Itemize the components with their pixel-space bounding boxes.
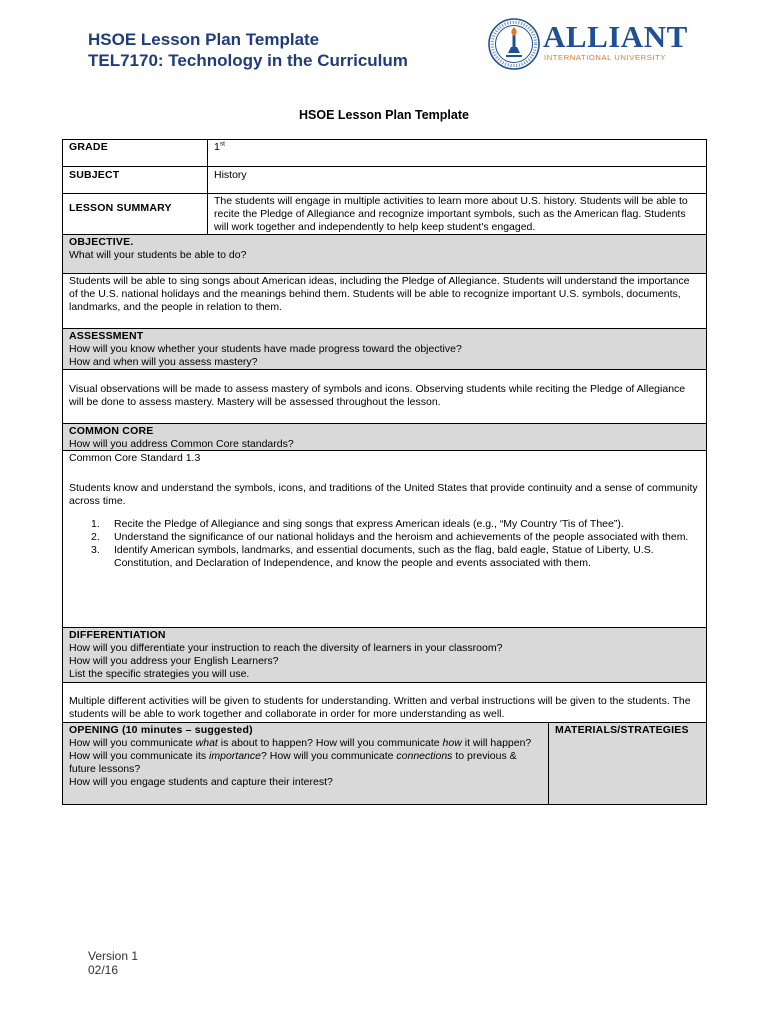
- objective-header-row: [63, 235, 707, 274]
- differentiation-prompt-2: How will you address your English Learners?: [69, 655, 279, 667]
- page-title: HSOE Lesson Plan Template: [299, 108, 469, 122]
- assessment-header-row: [63, 329, 707, 370]
- common-core-prompt: How will you address Common Core standards?: [69, 438, 294, 450]
- objective-answer-row: [63, 274, 707, 329]
- objective-answer: Students will be able to sing songs about American ideas, including the Pledge of Allegiance. Students will understand the importance of the U.S. national holidays and the meanings behind them. Students will be able to recognize important U.S. symbols, documents, landmarks, and the people in relation to them.: [69, 275, 690, 313]
- opening-prompt-2: How will you communicate its importance? How will you communicate connections to previous & future lessons?: [69, 750, 517, 775]
- alliant-logo: [488, 17, 698, 73]
- header-line-1: HSOE Lesson Plan Template: [88, 30, 320, 49]
- logo-wordmark: ALLIANT: [543, 19, 688, 54]
- subject-row: [63, 167, 707, 194]
- grade-label: GRADE: [63, 140, 208, 166]
- logo-subtitle: INTERNATIONAL UNIVERSITY: [544, 53, 666, 62]
- opening-heading: OPENING (10 minutes – suggested): [69, 724, 253, 736]
- objective-prompt: What will your students be able to do?: [69, 249, 247, 261]
- assessment-prompt-1: How will you know whether your students have made progress toward the objective?: [69, 343, 462, 355]
- grade-value: 1st: [214, 140, 225, 153]
- common-core-standard: Common Core Standard 1.3: [69, 452, 201, 464]
- differentiation-prompt-1: How will you differentiate your instruction to reach the diversity of learners in your classroom?: [69, 642, 503, 654]
- version-date: 02/16: [88, 963, 119, 977]
- opening-cell: [63, 723, 549, 804]
- lesson-plan-table: [62, 139, 707, 805]
- assessment-answer: Visual observations will be made to assess mastery of symbols and icons. Observing students while reciting the Pledge of Allegiance will be done to assess mastery. Mastery will be assessed throughout the lesson.: [69, 383, 686, 408]
- lesson-summary-value: The students will engage in multiple activities to learn more about U.S. history. Students will be able to recite the Pledge of Allegiance and recognize important symbols, such as the American flag. Students will work together and independently to help keep student's engaged.: [214, 195, 688, 233]
- differentiation-prompt-3: List the specific strategies you will use.: [69, 668, 250, 680]
- differentiation-answer-row: [63, 683, 707, 723]
- common-core-answer-row: [63, 451, 707, 628]
- differentiation-header-row: [63, 628, 707, 683]
- document-footer: [88, 949, 138, 977]
- subject-value: History: [214, 169, 247, 181]
- opening-row: [63, 723, 707, 805]
- grade-row: [63, 140, 707, 167]
- lesson-summary-label: LESSON SUMMARY: [63, 194, 208, 234]
- list-item: 2. Understand the significance of our national holidays and the heroism and achievements of the people associated with them.: [91, 531, 689, 543]
- university-seal-icon: [488, 18, 540, 70]
- document-header: [88, 29, 408, 71]
- list-item: 1. Recite the Pledge of Allegiance and sing songs that express American ideals (e.g., “My Country 'Tis of Thee”).: [91, 518, 624, 530]
- opening-prompt-3: How will you engage students and capture their interest?: [69, 776, 333, 788]
- header-line-2: TEL7170: Technology in the Curriculum: [88, 51, 408, 70]
- list-item: 3. Identify American symbols, landmarks, and essential documents, such as the flag, bald eagle, Statue of Liberty, U.S. Constitution, and Declaration of Independence, and know the people and events associated with them.: [91, 544, 654, 569]
- objective-heading: OBJECTIVE.: [69, 236, 134, 248]
- common-core-list: [91, 518, 700, 570]
- common-core-heading: COMMON CORE: [69, 425, 154, 437]
- lesson-summary-row: [63, 194, 707, 235]
- common-core-header-row: [63, 424, 707, 451]
- materials-strategies-heading: MATERIALS/STRATEGIES: [555, 724, 689, 736]
- version-label: Version 1: [88, 949, 139, 963]
- common-core-description: Students know and understand the symbols, icons, and traditions of the United States that provide continuity and a sense of community across time.: [69, 482, 698, 507]
- assessment-answer-row: [63, 370, 707, 424]
- opening-prompt-1: How will you communicate what is about to happen? How will you communicate how it will happen?: [69, 737, 532, 749]
- assessment-prompt-2: How and when will you assess mastery?: [69, 356, 258, 368]
- differentiation-heading: DIFFERENTIATION: [69, 629, 166, 641]
- assessment-heading: ASSESSMENT: [69, 330, 144, 342]
- differentiation-answer: Multiple different activities will be given to students for understanding. Written and verbal instructions will be given to the students. The students will be able to work together and collaborate in order for more understanding as well.: [69, 695, 691, 720]
- subject-label: SUBJECT: [63, 167, 208, 193]
